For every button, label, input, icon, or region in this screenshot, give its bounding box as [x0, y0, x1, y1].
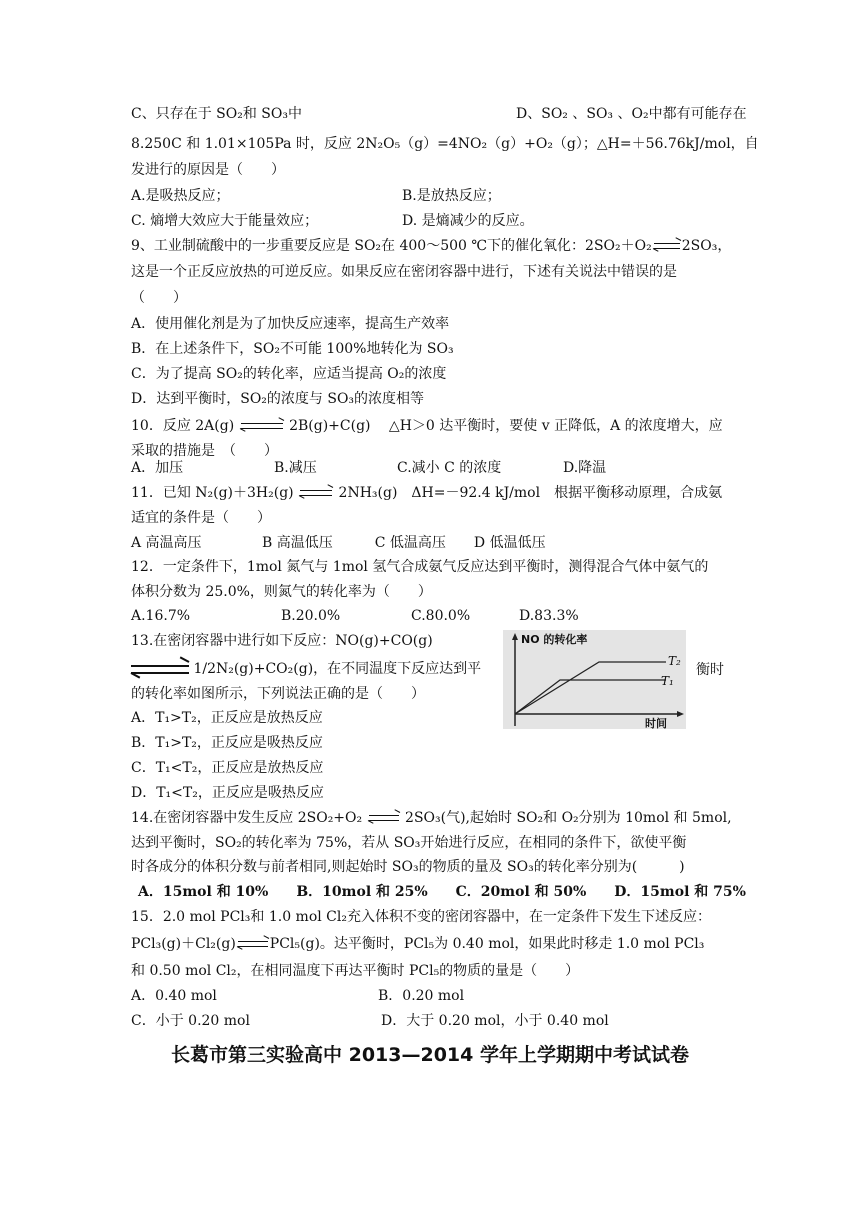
- equilibrium-arrow-icon: [236, 938, 270, 950]
- q13-option-d: D．T₁<T₂，正反应是吸热反应: [131, 785, 324, 801]
- q13-stem-reaction: 1/2N₂(g)+CO₂(g)，在不同温度下反应达到平: [193, 661, 482, 677]
- q14-stem-line2: 达到平衡时，SO₂的转化率为 75%，若从 SO₃开始进行反应，在相同的条件下，欲使平衡: [131, 835, 687, 851]
- y-axis-arrow: [512, 633, 518, 640]
- q10-options: [131, 458, 607, 478]
- q8-stem-line1: 8.250C 和 1.01×105Pa 时，反应 2N₂O₅（g）=4NO₂（g）+O₂（g）；△H=＋56.76kJ/mol，自: [131, 136, 759, 152]
- q8-option-c: C. 熵增大效应大于能量效应；: [131, 213, 319, 229]
- q11-stem-line2: 适宜的条件是（ ）: [131, 510, 271, 526]
- q9-option-a: A．使用催化剂是为了加快反应速率，提高生产效率: [131, 316, 450, 332]
- q10-option-b: B.减压: [274, 460, 317, 476]
- q10-option-c: C.减小 C 的浓度: [397, 460, 502, 476]
- equilibrium-arrow-icon: [131, 661, 189, 677]
- q15-stem-line1: 15．2.0 mol PCl₃和 1.0 mol Cl₂充入体积不变的密闭容器中，在一定条件下发生下述反应：: [131, 909, 711, 925]
- q15-stem-rest: PCl₅(g)。达平衡时，PCl₅为 0.40 mol，如果此时移走 1.0 mol PCl₃: [269, 936, 705, 952]
- q13-option-a: A．T₁>T₂，正反应是放热反应: [131, 710, 323, 726]
- q12-stem-line2: 体积分数为 25.0%，则氮气的转化率为（ ）: [131, 584, 432, 600]
- q15-options-ab: [131, 986, 465, 1006]
- q14-stem-text: 14.在密闭容器中发生反应 2SO₂+O₂: [131, 810, 363, 826]
- q10-option-a: A．加压: [131, 460, 184, 476]
- q11-stem-text: 11．已知 N₂(g)＋3H₂(g): [131, 485, 294, 501]
- q8-option-b: B.是放热反应；: [402, 188, 501, 204]
- q10-stem-text: 10．反应 2A(g): [131, 418, 235, 434]
- q8-options-cd: [131, 211, 534, 231]
- x-axis-arrow: [677, 711, 684, 717]
- q7-option-c: C、只存在于 SO₂和 SO₃中: [131, 106, 302, 122]
- q13-option-c: C．T₁<T₂，正反应是放热反应: [131, 760, 324, 776]
- equilibrium-arrow-icon: [652, 240, 682, 252]
- q13-stem-line1: 13.在密闭容器中进行如下反应：NO(g)+CO(g): [131, 633, 433, 649]
- q9-stem-line1: [131, 236, 731, 256]
- curve-t1: [515, 680, 666, 714]
- q14-options: A．15mol 和 10% B．10mol 和 25% C．20mol 和 50% D．15mol 和 75%: [138, 884, 746, 900]
- q10-stem-line1: [131, 416, 723, 436]
- q9-option-d: D．达到平衡时，SO₂的浓度与 SO₃的浓度相等: [131, 391, 425, 407]
- q11-stem-rest: 2NH₃(g) ΔH=－92.4 kJ/mol 根据平衡移动原理，合成氨: [338, 485, 723, 501]
- q15-option-d: D．大于 0.20 mol，小于 0.40 mol: [381, 1013, 609, 1029]
- q9-option-c: C．为了提高 SO₂的转化率，应适当提高 O₂的浓度: [131, 366, 447, 382]
- conversion-rate-figure: [503, 630, 686, 729]
- equilibrium-arrow-icon: [239, 420, 285, 432]
- q10-option-d: D.降温: [563, 460, 607, 476]
- q9-stem-product: 2SO₃，: [681, 238, 732, 254]
- q15-stem-line3: 和 0.50 mol Cl₂，在相同温度下再达平衡时 PCl₅的物质的量是（ ）: [131, 963, 580, 979]
- q8-option-d: D. 是熵减少的反应。: [402, 213, 534, 229]
- q10-stem-rest: 2B(g)+C(g) △H＞0 达平衡时，要使 v 正降低，A 的浓度增大，应: [289, 418, 723, 434]
- q15-stem-line2: [131, 934, 704, 954]
- q13-option-b: B．T₁>T₂，正反应是吸热反应: [131, 735, 323, 751]
- q12-options: [131, 606, 579, 626]
- q14-stem-line3: 时各成分的体积分数与前者相同,则起始时 SO₃的物质的量及 SO₃的转化率分别为( ): [131, 859, 685, 875]
- q8-option-a: A.是吸热反应；: [131, 188, 230, 204]
- q13-stem-line2: [131, 659, 481, 679]
- q9-stem-text: 9、工业制硫酸中的一步重要反应是 SO₂在 400～500 ℃下的催化氧化：2SO₂＋O₂: [131, 238, 652, 254]
- q12-option-c: C.80.0%: [411, 608, 471, 624]
- q9-option-b: B．在上述条件下，SO₂不可能 100%地转化为 SO₃: [131, 341, 454, 357]
- q15-option-b: B．0.20 mol: [378, 988, 465, 1004]
- equilibrium-arrow-icon: [298, 487, 334, 499]
- q8-options-ab: [131, 186, 501, 206]
- q15-option-a: A．0.40 mol: [131, 988, 217, 1004]
- q12-option-b: B.20.0%: [281, 608, 341, 624]
- q13-stem-tail: 衡时: [696, 662, 724, 678]
- curve-t2-label: T₂: [668, 654, 681, 668]
- q11-options: A 高温高压 B 高温低压 C 低温高压 D 低温低压: [131, 535, 546, 551]
- conversion-rate-graph: [503, 630, 686, 729]
- q7-options: [131, 104, 747, 124]
- y-axis-label: NO 的转化率: [521, 633, 588, 646]
- q8-stem-line2: 发进行的原因是（ ）: [131, 162, 285, 178]
- exam-title: 长葛市第三实验高中 2013—2014 学年上学期期中考试试卷: [171, 1044, 689, 1066]
- q7-option-d: D、SO₂ 、SO₃ 、O₂中都有可能存在: [516, 106, 747, 122]
- q15-option-c: C．小于 0.20 mol: [131, 1013, 250, 1029]
- q15-stem-text: PCl₃(g)＋Cl₂(g): [131, 936, 236, 952]
- q13-stem-line3: 的转化率如图所示，下列说法正确的是（ ）: [131, 686, 425, 702]
- q15-options-cd: [131, 1011, 609, 1031]
- q11-stem-line1: [131, 483, 722, 503]
- x-axis-label: 时间: [645, 717, 667, 729]
- q14-stem-line1: [131, 808, 732, 828]
- q12-stem-line1: 12．一定条件下，1mol 氮气与 1mol 氢气合成氨气反应达到平衡时，测得混合气体中氨气的: [131, 559, 709, 575]
- q14-stem-rest: 2SO₃(气),起始时 SO₂和 O₂分别为 10mol 和 5mol,: [405, 810, 732, 826]
- equilibrium-arrow-icon: [367, 812, 401, 824]
- q10-stem-line2: 采取的措施是 （ ）: [131, 443, 278, 459]
- q9-stem-line2: 这是一个正反应放热的可逆反应。如果反应在密闭容器中进行，下述有关说法中错误的是: [131, 264, 677, 280]
- q12-option-d: D.83.3%: [519, 608, 579, 624]
- curve-t1-label: T₁: [661, 674, 674, 688]
- q9-stem-line3: （ ）: [131, 290, 187, 306]
- q12-option-a: A.16.7%: [131, 608, 191, 624]
- curve-t2: [515, 662, 666, 714]
